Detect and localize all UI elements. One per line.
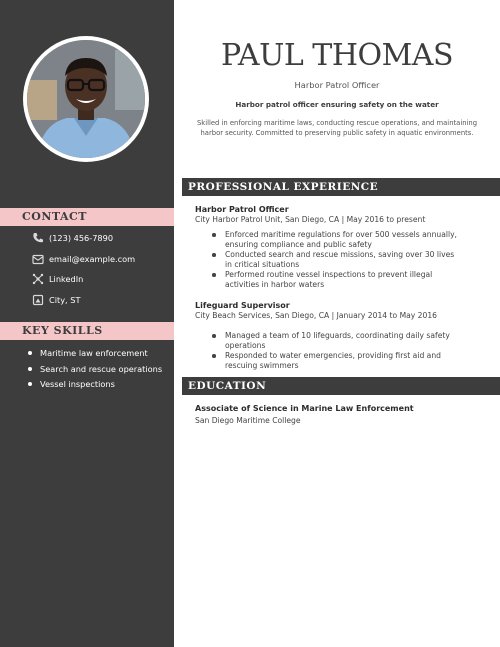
contact-phone[interactable]	[32, 231, 113, 245]
job-bullets	[212, 230, 462, 291]
job-title: Harbor Patrol Officer	[195, 205, 289, 214]
bullet-item: Managed a team of 10 lifeguards, coordinating daily safety operations	[212, 331, 462, 350]
skill-label: Vessel inspections	[40, 379, 115, 389]
phone-text: (123) 456-7890	[49, 233, 114, 243]
contact-email[interactable]	[32, 252, 135, 266]
skill-label: Maritime law enforcement	[40, 348, 148, 358]
linkedin-text: LinkedIn	[49, 274, 84, 284]
bullet-item: Responded to water emergencies, providing first aid and rescuing swimmers	[212, 351, 462, 370]
sidebar	[0, 0, 174, 647]
education-heading: EDUCATION	[182, 377, 500, 395]
job-bullets	[212, 331, 462, 371]
location-text: City, ST	[49, 295, 81, 305]
linkedin-icon	[32, 273, 44, 285]
envelope-icon	[32, 253, 44, 265]
skills-heading: KEY SKILLS	[0, 322, 174, 340]
job-meta: City Beach Services, San Diego, CA | January 2014 to May 2016	[195, 311, 438, 320]
phone-icon	[32, 232, 44, 244]
skill-item	[28, 348, 148, 358]
skill-item	[28, 379, 115, 389]
profile-photo	[27, 40, 145, 158]
location-icon	[32, 294, 44, 306]
contact-heading: CONTACT	[0, 208, 174, 226]
summary: Skilled in enforcing maritime laws, conducting rescue operations, and maintaining harbor security. Committed to preserving public safety in aquatic environments.	[196, 119, 478, 137]
profile-photo-frame	[23, 36, 149, 162]
candidate-role: Harbor Patrol Officer	[294, 80, 380, 90]
bullet-dot	[28, 382, 32, 386]
bullet-item: Performed routine vessel inspections to prevent illegal activities in harbor waters	[212, 270, 462, 289]
tagline: Harbor patrol officer ensuring safety on the water	[235, 100, 439, 109]
job-title: Lifeguard Supervisor	[195, 301, 290, 310]
skill-item	[28, 364, 162, 374]
email-text: email@example.com	[49, 254, 136, 264]
bullet-item: Conducted search and rescue missions, saving over 30 lives in critical situations	[212, 250, 462, 269]
bullet-item: Enforced maritime regulations for over 500 vessels annually, ensuring compliance and public safety	[212, 230, 462, 249]
bullet-dot	[28, 351, 32, 355]
skill-label: Search and rescue operations	[40, 364, 163, 374]
degree: Associate of Science in Marine Law Enforcement	[195, 404, 414, 413]
bullet-dot	[28, 367, 32, 371]
profile-photo-image	[27, 40, 145, 158]
candidate-name: PAUL THOMAS	[220, 38, 454, 73]
contact-location	[32, 293, 80, 307]
contact-linkedin[interactable]	[32, 272, 83, 286]
experience-heading: PROFESSIONAL EXPERIENCE	[182, 178, 500, 196]
school: San Diego Maritime College	[195, 416, 301, 425]
job-meta: City Harbor Patrol Unit, San Diego, CA | May 2016 to present	[195, 215, 426, 224]
